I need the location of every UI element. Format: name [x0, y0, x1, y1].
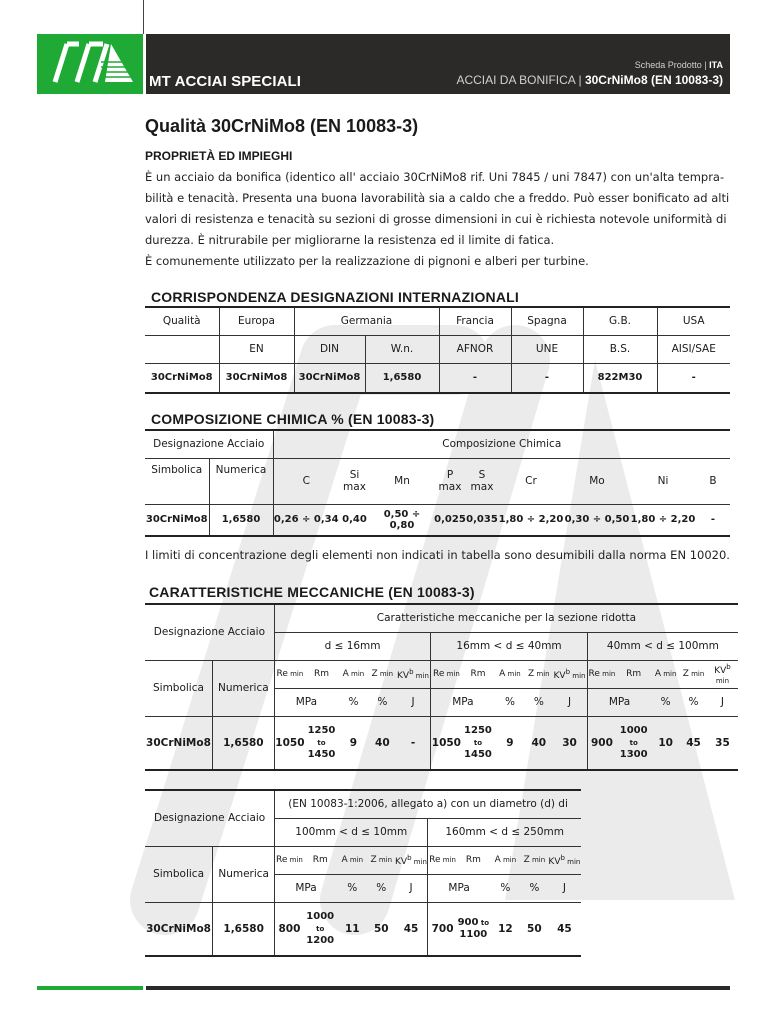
cell: Qualità	[145, 307, 219, 335]
value-cell: 1050	[274, 716, 305, 770]
range-value: 900	[457, 917, 479, 929]
cell: 100mm < d ≤ 10mm	[275, 818, 428, 846]
doc-info: Scheda Prodotto | ITA ACCIAI DA BONIFICA | 30CrNiMo8 (EN 10083-3)	[456, 60, 723, 87]
cell: 1,6580	[213, 902, 275, 956]
column-symbol: Z	[682, 669, 689, 679]
column-symbol: Z	[370, 855, 377, 865]
range-value: 1000	[619, 725, 648, 737]
column-superscript: b	[560, 853, 565, 862]
range-value: 1200	[306, 935, 335, 947]
value-cell: 45	[686, 736, 701, 749]
properties-line: durezza. È nitrurabile per migliorarne la resistenza ed il limite di fatica.	[145, 233, 555, 247]
table-row	[145, 504, 730, 536]
cell: 822M30	[583, 363, 657, 393]
cell: DIN	[294, 335, 365, 363]
properties-line: È comunemente utilizzato per la realizzazione di pignoni e alberi per turbine.	[145, 254, 589, 268]
column-subscript: min	[570, 671, 586, 680]
cell: Ni	[630, 458, 696, 504]
range-value: 1450	[464, 749, 492, 761]
column-symbol: KV	[714, 665, 727, 676]
unit-cell: %	[338, 688, 369, 716]
unit-cell: %	[368, 874, 395, 902]
column-symbol: KV	[397, 670, 410, 681]
column-symbol: Z	[371, 669, 378, 679]
cell: 16mm < d ≤ 40mm	[431, 632, 587, 660]
column-header	[461, 660, 494, 688]
cell: Francia	[439, 307, 511, 335]
column-symbol: Z	[523, 855, 530, 865]
column-symbol: KV	[548, 856, 561, 867]
range-value: 1450	[307, 749, 336, 761]
cell: 1,80 ÷ 2,20	[630, 514, 696, 526]
value-cell	[461, 716, 494, 770]
value-cell: 40	[375, 736, 390, 749]
value-cell: 45	[403, 922, 419, 935]
cell: d ≤ 16mm	[274, 632, 430, 660]
unit-cell: %	[521, 874, 548, 902]
unit-cell: %	[651, 688, 680, 716]
column-symbol: A	[342, 669, 349, 679]
table-row	[145, 604, 738, 632]
element-label: P	[446, 469, 454, 481]
range-to: to	[473, 739, 483, 748]
cell: 30CrNiMo8	[294, 363, 365, 393]
composition-heading: COMPOSIZIONE CHIMICA % (EN 10083-3)	[151, 411, 435, 427]
column-superscript: b	[409, 667, 414, 676]
column-subscript: min	[348, 670, 365, 678]
properties-heading: PROPRIETÀ ED IMPIEGHI	[145, 149, 293, 163]
table-row	[145, 660, 738, 688]
column-symbol: KV	[395, 856, 408, 867]
range-to: to	[316, 925, 325, 934]
column-superscript: b	[565, 667, 571, 676]
column-header	[431, 660, 462, 688]
range-value: 1000	[306, 911, 335, 923]
unit-cell: %	[337, 874, 368, 902]
column-subscript: min	[376, 856, 393, 864]
column-header	[274, 660, 305, 688]
column-subscript: min	[505, 670, 521, 678]
cell	[434, 458, 466, 504]
cell: C	[273, 458, 339, 504]
value-cell: 12	[498, 922, 513, 935]
column-subscript: min	[347, 856, 364, 864]
range-value: 1250	[464, 725, 492, 737]
column-header	[651, 660, 680, 688]
cell: 1,6580	[209, 504, 273, 536]
footer-dark-bar	[146, 986, 730, 990]
cell	[145, 335, 219, 363]
cell: -	[710, 514, 716, 526]
column-symbol: Rm	[312, 855, 328, 865]
unit-cell: MPa	[275, 874, 337, 902]
cell: 0,035	[466, 514, 498, 526]
column-symbol: A	[499, 669, 506, 679]
value-cell: 11	[344, 922, 360, 935]
cell: EN	[219, 335, 294, 363]
properties-line: È un acciaio da bonifica (identico all' acciaio 30CrNiMo8 rif. Uni 7845 / uni 7847) con un'alta tempra-	[145, 170, 725, 184]
column-symbol: Rm	[465, 855, 481, 865]
column-subscript: min	[599, 670, 616, 678]
cell: Simbolica	[145, 458, 209, 504]
column-header	[369, 660, 396, 688]
value-cell: 900	[587, 716, 616, 770]
table-row	[145, 716, 738, 770]
column-symbol: Rm	[470, 669, 486, 679]
cell: Numerica	[213, 846, 275, 902]
column-header	[552, 660, 587, 688]
column-subscript: min	[377, 670, 394, 678]
cell: -	[511, 363, 583, 393]
column-symbol: A	[494, 855, 501, 865]
unit-cell: J	[707, 688, 738, 716]
value-cell: 9	[349, 736, 358, 749]
column-header	[457, 846, 490, 874]
cell: 0,26 ÷ 0,34	[273, 504, 339, 536]
range-to: to	[478, 919, 490, 928]
column-subscript: min	[413, 671, 429, 680]
doc-grade: 30CrNiMo8 (EN 10083-3)	[584, 73, 723, 87]
cell: Composizione Chimica	[273, 430, 730, 458]
cell: 40mm < d ≤ 100mm	[587, 632, 738, 660]
value-cell: 1050	[431, 716, 462, 770]
column-header	[304, 846, 337, 874]
column-subscript: min	[564, 857, 581, 866]
cell: 1,80 ÷ 2,20	[498, 514, 564, 526]
mechanical-table	[145, 603, 738, 771]
table-row	[145, 335, 730, 363]
cell: 30CrNiMo8	[146, 922, 211, 935]
cell: -	[439, 363, 511, 393]
cell: UNE	[511, 335, 583, 363]
table-row	[145, 363, 730, 393]
cell: AFNOR	[439, 335, 511, 363]
column-subscript: min	[529, 856, 546, 864]
unit-cell: J	[395, 874, 428, 902]
range-value: 1300	[619, 749, 648, 761]
unit-cell: J	[552, 688, 587, 716]
table-row	[145, 790, 581, 818]
doc-category: ACCIAI DA BONIFICA	[456, 73, 576, 87]
unit-cell: %	[680, 688, 707, 716]
column-header	[338, 660, 369, 688]
properties-line: valori di resistenza e tenacità su sezioni di grosse dimensioni in cui è richiesta notevole uniformità di	[145, 212, 727, 226]
unit-cell: MPa	[587, 688, 651, 716]
company-logo	[37, 34, 143, 94]
table-row	[145, 902, 581, 956]
cell: USA	[657, 307, 730, 335]
column-header	[395, 846, 428, 874]
unit-cell: MPa	[431, 688, 495, 716]
element-label: S	[478, 469, 486, 481]
max-label: max	[470, 481, 494, 493]
column-symbol: Re	[429, 855, 441, 865]
column-subscript: min	[444, 670, 460, 678]
cell: Mo	[564, 458, 630, 504]
column-header	[396, 660, 431, 688]
column-header	[275, 846, 304, 874]
value-cell	[457, 902, 490, 956]
cell: Numerica	[209, 458, 273, 504]
value-cell: 50	[373, 922, 389, 935]
column-header	[494, 660, 525, 688]
column-symbol: Rm	[313, 669, 329, 679]
cell	[466, 458, 498, 504]
column-subscript: min	[287, 856, 303, 864]
cell: Germania	[294, 307, 439, 335]
column-subscript: min	[440, 856, 456, 864]
cell: G.B.	[583, 307, 657, 335]
value-cell: -	[410, 736, 416, 749]
cell: AISI/SAE	[657, 335, 730, 363]
unit-cell: %	[494, 688, 525, 716]
cell: Simbolica	[145, 846, 213, 902]
properties-line: bilità e tenacità. Presenta una buona lavorabilità sia a caldo che a freddo. Può esser bonificato ad alti	[145, 191, 730, 205]
range-value: 1250	[307, 725, 336, 737]
column-symbol: Re	[276, 669, 288, 679]
column-header	[707, 660, 738, 688]
footer-green-bar	[37, 986, 143, 990]
composition-table	[145, 429, 730, 537]
range-to: to	[629, 739, 638, 748]
element-label: Si	[349, 469, 360, 481]
composition-note: I limiti di concentrazione degli elementi non indicati in tabella sono desumibili dalla norma EN 10020.	[145, 548, 730, 562]
range-value: 1100	[459, 929, 488, 941]
column-subscript: min	[411, 857, 427, 866]
unit-cell: J	[396, 688, 431, 716]
max-label: max	[343, 481, 366, 493]
value-cell: 700	[428, 902, 457, 956]
cell: 1,6580	[365, 363, 439, 393]
column-subscript: min	[534, 670, 550, 678]
table-row	[145, 307, 730, 335]
cell: Europa	[219, 307, 294, 335]
cell: Designazione Acciaio	[145, 790, 275, 846]
column-subscript: min	[661, 670, 677, 678]
max-label: max	[438, 481, 462, 493]
column-symbol: A	[341, 855, 348, 865]
column-symbol: Z	[528, 669, 535, 679]
column-subscript: min	[715, 676, 730, 685]
column-symbol: Rm	[626, 669, 642, 679]
cell: 0,40	[342, 514, 367, 526]
header-band	[146, 34, 730, 94]
value-cell	[304, 902, 337, 956]
cell: Mn	[370, 458, 434, 504]
unit-cell: MPa	[274, 688, 338, 716]
cell: 0,025	[434, 514, 466, 526]
value-cell: 10	[658, 736, 673, 749]
value-cell	[305, 716, 338, 770]
cell: W.n.	[365, 335, 439, 363]
designations-table	[145, 306, 730, 394]
cell: 30CrNiMo8	[219, 363, 294, 393]
column-header	[548, 846, 581, 874]
mechanical-table-2	[145, 789, 581, 957]
column-symbol: A	[654, 669, 662, 679]
column-header	[525, 660, 552, 688]
cell: 30CrNiMo8	[146, 736, 211, 749]
unit-cell: MPa	[428, 874, 490, 902]
mechanical-heading: CARATTERISTICHE MECCANICHE (EN 10083-3)	[149, 584, 475, 600]
cell: (EN 10083-1:2006, allegato a) con un diametro (d) di	[275, 790, 581, 818]
range-to: to	[317, 739, 326, 748]
brand-name: MT ACCIAI SPECIALI	[149, 73, 302, 90]
table-row	[145, 458, 730, 504]
value-cell: 40	[531, 736, 547, 749]
cell: 160mm < d ≤ 250mm	[428, 818, 581, 846]
value-cell: 45	[557, 922, 572, 935]
header-divider-line	[143, 0, 144, 34]
cell: Numerica	[212, 660, 274, 716]
logo-mark-icon	[37, 34, 143, 94]
value-cell: 30	[562, 736, 577, 749]
column-header	[616, 660, 651, 688]
table-row	[145, 846, 581, 874]
column-header	[337, 846, 368, 874]
column-symbol: Re	[588, 669, 600, 679]
cell: Simbolica	[145, 660, 212, 716]
designations-heading: CORRISPONDENZA DESIGNAZIONI INTERNAZIONALI	[151, 289, 519, 305]
cell: 0,30 ÷ 0,50	[564, 514, 630, 526]
column-symbol: Re	[276, 855, 288, 865]
cell: Cr	[498, 458, 564, 504]
value-cell: 50	[527, 922, 542, 935]
column-subscript: min	[500, 856, 517, 864]
doc-lang: ITA	[709, 60, 723, 70]
cell: B	[696, 458, 730, 504]
unit-cell: %	[369, 688, 396, 716]
column-header	[680, 660, 707, 688]
cell	[339, 458, 370, 504]
column-header	[521, 846, 548, 874]
column-symbol: Re	[432, 669, 445, 679]
cell: -	[657, 363, 730, 393]
column-symbol: KV	[553, 670, 566, 681]
cell: Caratteristiche meccaniche per la sezione ridotta	[274, 604, 738, 632]
page-title: Qualità 30CrNiMo8 (EN 10083-3)	[145, 116, 419, 136]
column-header	[428, 846, 457, 874]
table-row	[145, 430, 730, 458]
column-header	[368, 846, 395, 874]
column-subscript: min	[287, 670, 304, 678]
column-superscript: b	[407, 853, 412, 862]
cell: 30CrNiMo8	[150, 372, 213, 384]
cell: 1,6580	[212, 716, 274, 770]
doc-type: Scheda Prodotto	[634, 60, 702, 70]
cell: 0,50 ÷ 0,80	[383, 508, 421, 531]
cell: Designazione Acciaio	[145, 430, 273, 458]
cell: Designazione Acciaio	[145, 604, 274, 660]
column-header	[587, 660, 616, 688]
column-superscript: b	[726, 662, 731, 671]
cell: 30CrNiMo8	[145, 514, 208, 526]
properties-text	[145, 167, 735, 272]
unit-cell: %	[490, 874, 521, 902]
unit-cell: %	[525, 688, 552, 716]
value-cell: 800	[275, 902, 304, 956]
cell: B.S.	[583, 335, 657, 363]
column-subscript: min	[688, 670, 705, 678]
value-cell: 35	[715, 736, 730, 749]
column-header	[305, 660, 338, 688]
cell: Spagna	[511, 307, 583, 335]
unit-cell: J	[548, 874, 581, 902]
value-cell	[616, 716, 651, 770]
value-cell: 9	[506, 736, 514, 749]
column-header	[490, 846, 521, 874]
